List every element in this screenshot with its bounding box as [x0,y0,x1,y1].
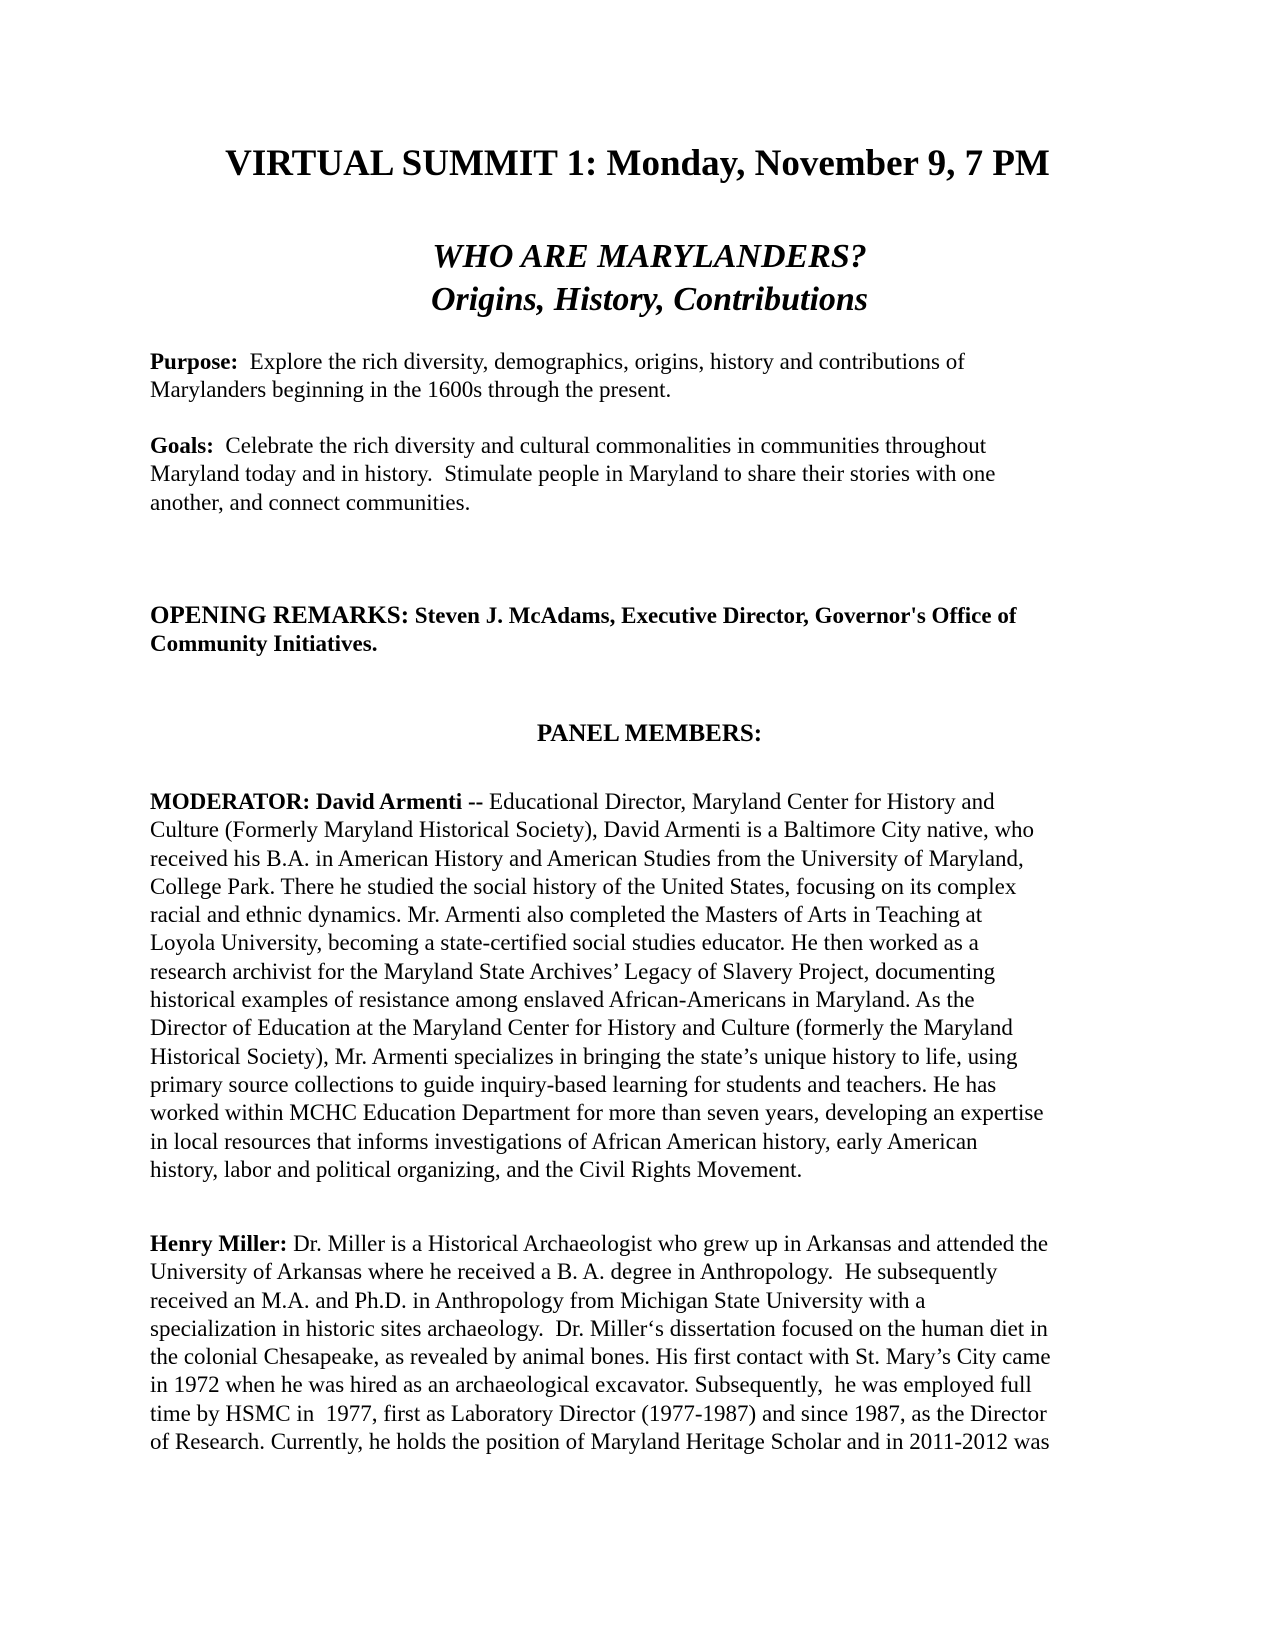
moderator-line-14: history, labor and political organizing, and the Civil Rights Movement. [150,1156,803,1182]
moderator-line-10: Historical Society), Mr. Armenti specializes in bringing the state’s unique history to life, using [150,1043,1018,1069]
moderator-line-8: historical examples of resistance among enslaved African-Americans in Maryland. As the [150,987,975,1013]
miller-label: Henry Miller: [150,1231,288,1256]
moderator-line-5: racial and ethnic dynamics. Mr. Armenti also completed the Masters of Arts in Teaching at [150,902,983,928]
moderator-label: MODERATOR: David Armenti -- [150,789,484,814]
moderator-line-1: MODERATOR: David Armenti -- Educational Director, Maryland Center for History and [150,789,995,814]
opening-line-1: OPENING REMARKS: Steven J. McAdams, Executive Director, Governor's Office of [150,602,1017,629]
goals-paragraph [150,432,1135,517]
moderator-line-11: primary source collections to guide inquiry-based learning for students and teachers. He has [150,1071,997,1097]
miller-line-7: time by HSMC in 1977, first as Laboratory Director (1977-1987) and since 1987, as the Director [150,1400,1047,1426]
goals-line-3: another, and connect communities. [150,489,471,515]
opening-line-2: Community Initiatives. [150,631,378,657]
subtitle-line-1: WHO ARE MARYLANDERS? [432,238,867,275]
moderator-line-2: Culture (Formerly Maryland Historical Society), David Armenti is a Baltimore City native, who [150,817,1035,843]
henry-miller-bio [150,1230,1135,1456]
goals-line-1: Goals: Celebrate the rich diversity and cultural commonalities in communities throughout [150,433,987,458]
moderator-line-6: Loyola University, becoming a state-certified social studies educator. He then worked as a [150,930,979,956]
purpose-label: Purpose: [150,349,239,374]
miller-line-2: University of Arkansas where he received a B. A. degree in Anthropology. He subsequently [150,1259,998,1285]
opening-label: OPENING REMARKS: [150,602,410,629]
panel-members-heading: PANEL MEMBERS: [536,720,763,747]
opening-remarks [150,602,1135,659]
miller-line-4: specialization in historic sites archaeology. Dr. Miller‘s dissertation focused on the human diet in [150,1315,1048,1341]
goals-line-2: Maryland today and in history. Stimulate people in Maryland to share their stories with one [150,461,996,487]
moderator-line-7: research archivist for the Maryland State Archives’ Legacy of Slavery Project, documenting [150,958,996,984]
goals-label: Goals: [150,433,214,458]
purpose-line-1: Purpose: Explore the rich diversity, demographics, origins, history and contributions of [150,349,965,374]
purpose-line-2: Marylanders beginning in the 1600s through the present. [150,377,672,403]
moderator-line-9: Director of Education at the Maryland Center for History and Culture (formerly the Maryland [150,1015,1013,1041]
moderator-bio [150,788,1135,1184]
purpose-paragraph [150,348,1135,405]
miller-line-6: in 1972 when he was hired as an archaeological excavator. Subsequently, he was employed full [150,1372,1032,1398]
page-title: VIRTUAL SUMMIT 1: Monday, November 9, 7 PM [225,143,1050,184]
miller-line-5: the colonial Chesapeake, as revealed by animal bones. His first contact with St. Mary’s City came [150,1344,1051,1370]
miller-line-3: received an M.A. and Ph.D. in Anthropology from Michigan State University with a [150,1287,926,1313]
miller-line-1: Henry Miller: Dr. Miller is a Historical Archaeologist who grew up in Arkansas and attended the [150,1231,1049,1256]
subtitle-line-2: Origins, History, Contributions [430,281,869,318]
moderator-line-12: worked within MCHC Education Department for more than seven years, developing an expertise [150,1100,1044,1126]
moderator-line-3: received his B.A. in American History and American Studies from the University of Maryland, [150,845,1024,871]
miller-line-8: of Research. Currently, he holds the position of Maryland Heritage Scholar and in 2011-2012 was [150,1429,1050,1455]
moderator-line-13: in local resources that informs investigations of African American history, early American [150,1128,978,1154]
moderator-line-4: College Park. There he studied the social history of the United States, focusing on its complex [150,873,1017,899]
